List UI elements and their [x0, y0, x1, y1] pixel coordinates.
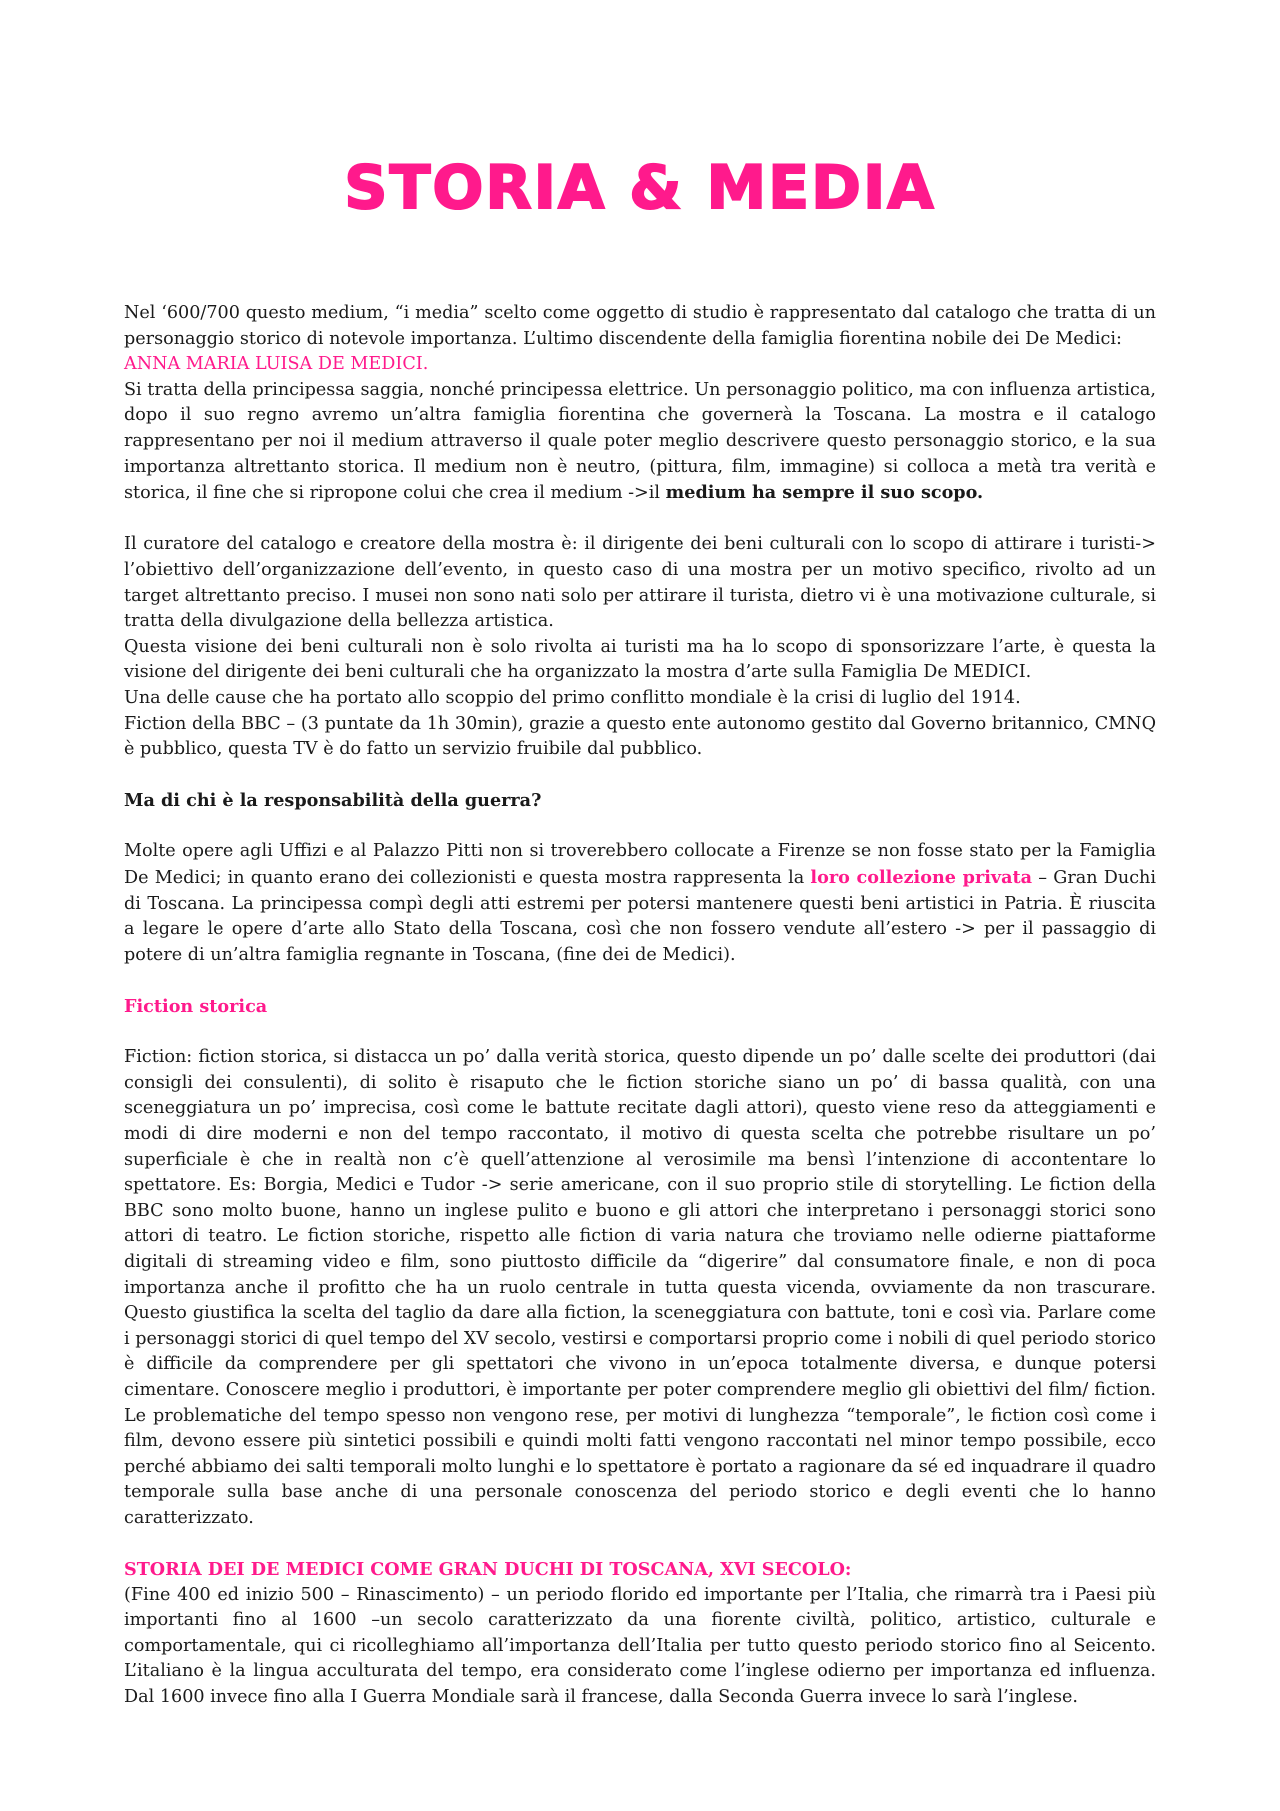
uffizi-before: Molte opere agli Uffizi e al Palazzo Pitti non si troverebbero collocate a Firenze se non fosse stato per la Famiglia De Medici; in quanto erano dei collezionisti e questa mostra rappresenta la — [124, 841, 1156, 889]
principessa-text: Si tratta della principessa saggia, nonché principessa elettrice. Un personaggio politico, ma con influenza artistica, dopo il suo regno avremo un’altra famiglia fiorentina che governerà la Toscana. La mostra e il catalogo rappresentano per noi il medium attraverso il quale poter meglio descrivere questo personaggio storico, e la sua importanza altrettanto storica. Il medium non è neutro, (pittura, film, immagine) si colloca a metà tra verità e storica, il fine che si ripropone colui che crea il medium ->il — [124, 379, 1156, 504]
paragraph-conflitto: Una delle cause che ha portato allo scoppio del primo conflitto mondiale è la crisi di luglio del 1914. — [124, 687, 1021, 708]
medici-heading: STORIA DEI DE MEDICI COME GRAN DUCHI DI TOSCANA, XVI SECOLO: — [124, 1559, 852, 1581]
fiction-heading: Fiction storica — [124, 996, 268, 1018]
uffizi-after: – Gran Duchi di Toscana. La principessa compì degli atti estremi per potersi mantenere questi beni artistici in Patria. È riuscita a legare le opere d’arte allo Stato della Toscana, così che non fossero vendute all’estero -> per il passaggio di potere di un’altra famiglia regnante in Toscana, (fine dei de Medici). — [124, 868, 1157, 965]
intro-text: Nel ‘600/700 questo medium, “i media” scelto come oggetto di studio è rappresentato dal catalogo che tratta di un personaggio storico di notevole importanza. L’ultimo discendente della famiglia fiorentina nobile dei De Medici: — [124, 303, 1156, 349]
paragraph-bbc: Fiction della BBC – (3 puntate da 1h 30min), grazie a questo ente autonomo gestito dal Governo britannico, CMNQ è pubblico, questa TV è do fatto un servizio fruibile dal pubblico. — [124, 713, 1156, 760]
page-title: STORIA & MEDIA — [344, 153, 936, 223]
paragraph-curatore: Il curatore del catalogo e creatore della mostra è: il dirigente dei beni culturali con lo scopo di attirare i turisti-> l’obiettivo dell’organizzazione dell’evento, in questo caso di una mostra per un motivo specifico, rivolto ad un target altrettanto preciso. I musei non sono nati solo per attirare il turista, dietro vi è una motivazione culturale, si tratta della divulgazione della bellezza artistica. — [124, 534, 1156, 632]
highlight-collezione: loro collezione privata — [810, 867, 1033, 889]
document-body — [124, 301, 1156, 1711]
paragraph-rinascimento: (Fine 400 ed inizio 500 – Rinascimento) – un periodo florido ed importante per l’Italia, che rimarrà tra i Paesi più importanti fino al 1600 –un secolo caratterizzato da una fiorente civiltà, politico, artistico, culturale e comportamentale, qui ci ricolleghiamo all’importanza dell’Italia per tutto questo periodo storico fino al Seicento. L’italiano è la lingua acculturata del tempo, era considerato come l’inglese odierno per importanza ed influenza. Dal 1600 invece fino alla I Guerra Mondiale sarà il francese, dalla Seconda Guerra invece lo sarà l’inglese. — [124, 1584, 1156, 1708]
paragraph-fiction: Fiction: fiction storica, si distacca un po’ dalla verità storica, questo dipende un po’ dalle scelte dei produttori (dai consigli dei consulenti), di solito è risaputo che le fiction storiche siano un po’ di bassa qualità, con una sceneggiatura un po’ imprecisa, così come le battute recitate dagli attori), questo viene reso da atteggiamenti e modi di dire moderni e non del tempo raccontato, il motivo di questa scelta che potrebbe risultare un po’ superficiale è che in realtà non c’è quell’attenzione al verosimile ma bensì l’intenzione di accontentare lo spettatore. Es: Borgia, Medici e Tudor -> serie americane, con il suo proprio stile di storytelling. Le fiction della BBC sono molto buone, hanno un inglese pulito e buono e gli attori che interpretano i personaggi storici sono attori di teatro. Le fiction storiche, rispetto alle fiction di varia natura che troviamo nelle odierne piattaforme digitali di streaming video e film, sono piuttosto difficile da “digerire” dal consumatore finale, e non di poca importanza anche il profitto che ha un ruolo centrale in tutta questa vicenda, ovviamente da non trascurare. Questo giustifica la scelta del taglio da dare alla fiction, la sceneggiatura con battute, toni e così via. Parlare come i personaggi storici di quel tempo del XV secolo, vestirsi e comportarsi proprio come i nobili di quel periodo storico è difficile da comprendere per gli spettatori che vivono in un’epoca totalmente diversa, e dunque potersi cimentare. Conoscere meglio i produttori, è importante per poter comprendere meglio gli obiettivi del film/ fiction. Le problematiche del tempo spesso non vengono rese, per motivi di lunghezza “temporale”, le fiction così come i film, devono essere più sintetici possibili e quindi molti fatti vengono raccontati nel minor tempo possibile, ecco perché abbiamo dei salti temporali molto lunghi e lo spettatore è portato a ragionare da sé ed inquadrare il quadro temporale sulla base anche di una personale conoscenza del periodo storico e degli eventi che lo hanno caratterizzato. — [124, 1047, 1156, 1528]
paragraph-visione: Questa visione dei beni culturali non è solo rivolta ai turisti ma ha lo scopo di sponsorizzare l’arte, è questa la visione del dirigente dei beni culturali che ha organizzato la mostra d’arte sulla Famiglia De MEDICI. — [124, 636, 1156, 683]
paragraph-principessa — [124, 378, 1156, 507]
highlight-name: ANNA MARIA LUISA DE MEDICI. — [124, 354, 429, 375]
paragraph-intro — [124, 301, 1156, 378]
bold-medium-scopo: medium ha sempre il suo scopo. — [665, 482, 984, 504]
question-heading: Ma di chi è la responsabilità della guerra? — [124, 790, 542, 812]
paragraph-uffizi — [124, 839, 1156, 968]
